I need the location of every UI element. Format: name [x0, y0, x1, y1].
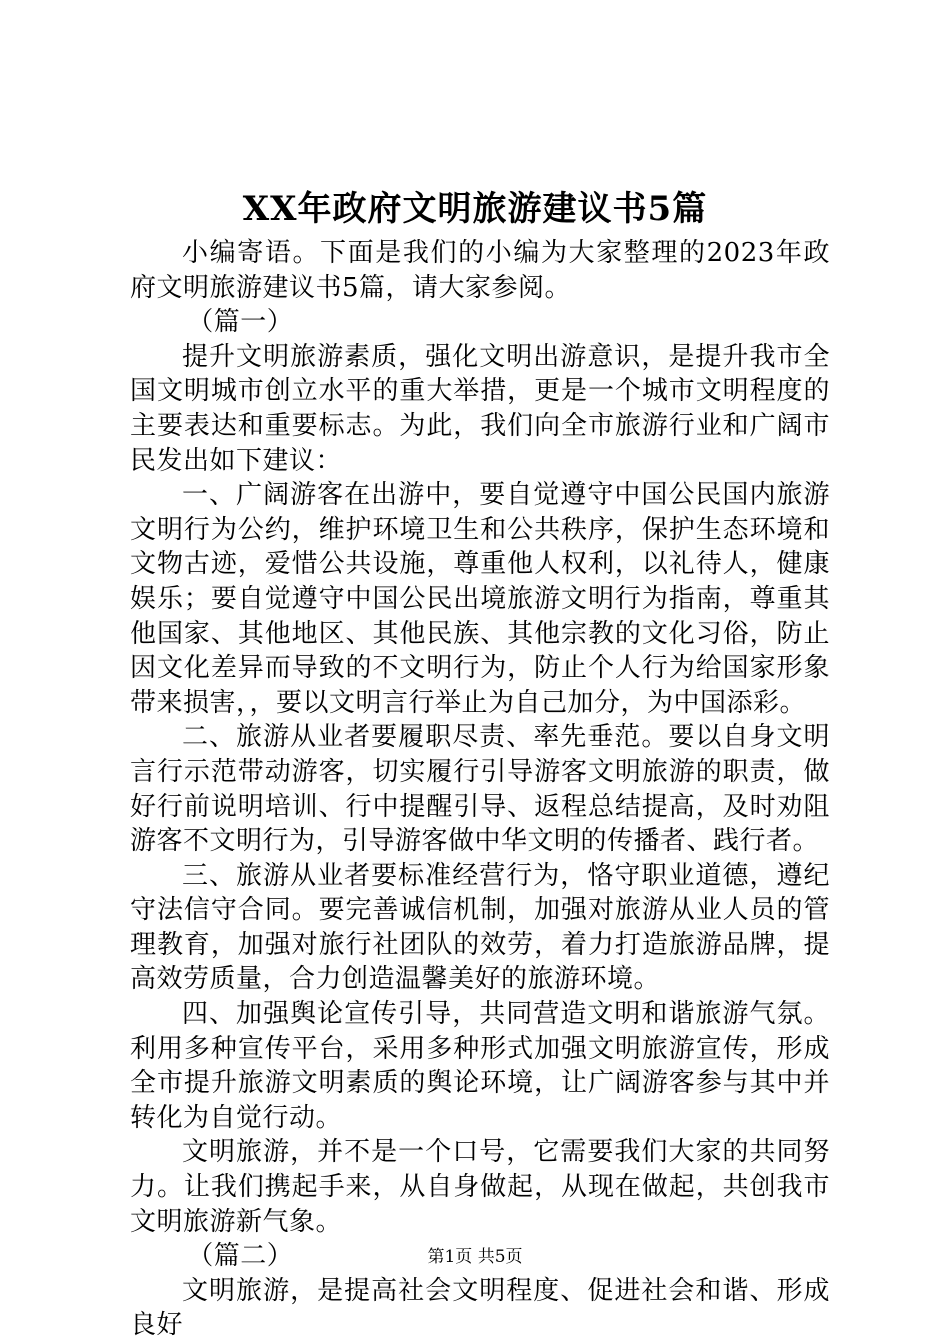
paragraph: 一、广阔游客在出游中，要自觉遵守中国公民国内旅游文明行为公约，维护环境卫生和公共秩序，保护生态环境和文物古迹，爱惜公共设施，尊重他人权利，以礼待人，健康娱乐；要自觉遵守中国公民出境旅游文明行为指南，尊重其他国家、其他地区、其他民族、其他宗教的文化习俗，防止因文化差异而导致的不文明行为，防止个人行为给国家形象带来损害，，要以文明言行举止为自己加分，为中国添彩。 [130, 480, 830, 718]
paragraph: 文明旅游，并不是一个口号，它需要我们大家的共同努力。让我们携起手来，从自身做起，从现在做起，共创我市文明旅游新气象。 [130, 1137, 830, 1237]
section-heading-2: （篇二） [187, 1241, 294, 1272]
document-body [130, 236, 830, 1343]
paragraph: 四、加强舆论宣传引导，共同营造文明和谐旅游气氛。利用多种宣传平台，采用多种形式加强文明旅游宣传，形成全市提升旅游文明素质的舆论环境，让广阔游客参与其中并转化为自觉行动。 [130, 999, 830, 1133]
paragraph: 三、旅游从业者要标准经营行为，恪守职业道德，遵纪守法信守合同。要完善诚信机制，加强对旅游从业人员的管理教育，加强对旅行社团队的效劳，着力打造旅游品牌，提高效劳质量，合力创造温馨美好的旅游环境。 [130, 860, 830, 995]
paragraph: 文明旅游，是提高社会文明程度、促进社会和谐、形成良好 [130, 1275, 830, 1341]
paragraph: 二、旅游从业者要履职尽责、率先垂范。要以自身文明言行示范带动游客，切实履行引导游客文明旅游的职责，做好行前说明培训、行中提醒引导、返程总结提高，及时劝阻游客不文明行为，引导游客做中华文明的传播者、践行者。 [130, 722, 830, 857]
page-footer: 第1页 共5页 [427, 1247, 523, 1267]
paragraph: 提升文明旅游素质，强化文明出游意识，是提升我市全国文明城市创立水平的重大举措，更是一个城市文明程度的主要表达和重要标志。为此，我们向全市旅游行业和广阔市民发出如下建议： [130, 341, 830, 476]
section-heading-1: （篇一） [187, 307, 294, 338]
document-title: XX年政府文明旅游建议书5篇 [242, 189, 708, 229]
paragraph-intro: 小编寄语。下面是我们的小编为大家整理的2023年政府文明旅游建议书5篇，请大家参阅。 [130, 238, 830, 303]
